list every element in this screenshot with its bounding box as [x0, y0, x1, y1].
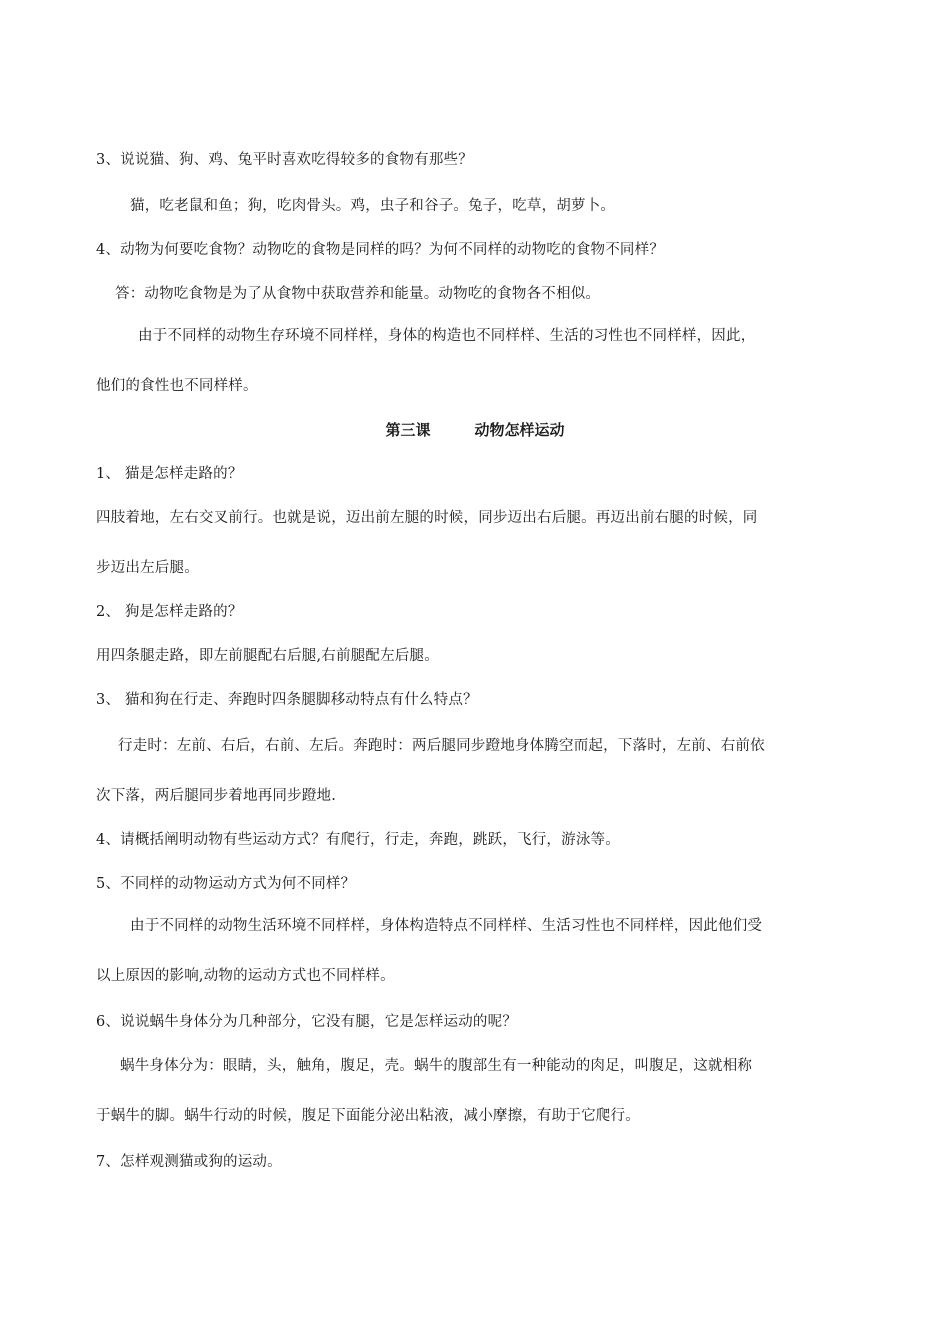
question-4-answer-2a: 由于不同样的动物生存环境不同样样，身体的构造也不同样样、生活的习性也不同样样，因此， — [138, 328, 756, 344]
question-4-title: 4、动物为何要吃食物？动物吃的食物是同样的吗？为何不同样的动物吃的食物不同样？ — [96, 242, 665, 258]
lesson-question-6-answer-b: 于蜗牛的脚。蜗牛行动的时候，腹足下面能分泌出粘液，减小摩擦，有助于它爬行。 — [96, 1108, 640, 1124]
lesson-question-6-title: 6、说说蜗牛身体分为几种部分，它没有腿，它是怎样运动的呢？ — [96, 1014, 518, 1030]
question-3-title: 3、说说猫、狗、鸡、兔平时喜欢吃得较多的食物有那些？ — [96, 152, 473, 168]
lesson-question-1-answer-b: 步迈出左后腿。 — [96, 560, 199, 576]
question-4-answer-1: 答：动物吃食物是为了从食物中获取营养和能量。动物吃的食物各不相似。 — [115, 286, 601, 302]
lesson-question-2-answer: 用四条腿走路，即左前腿配右后腿,右前腿配左后腿。 — [96, 648, 439, 664]
lesson-question-2-title: 2、 狗是怎样走路的？ — [96, 604, 243, 620]
lesson-question-1-title: 1、 猫是怎样走路的？ — [96, 466, 243, 482]
lesson-question-5-title: 5、不同样的动物运动方式为何不同样？ — [96, 876, 356, 892]
lesson-question-3-answer-a: 行走时：左前、右后，右前、左后。奔跑时：两后腿同步蹬地身体腾空而起，下落时，左前、右前依 — [118, 738, 765, 754]
lesson-question-3-answer-b: 次下落，两后腿同步着地再同步蹬地. — [96, 788, 337, 804]
question-4-answer-2b: 他们的食性也不同样样。 — [96, 378, 258, 394]
question-3-answer: 猫，吃老鼠和鱼；狗，吃肉骨头。鸡，虫子和谷子。兔子，吃草，胡萝卜。 — [130, 198, 616, 214]
lesson-heading — [0, 420, 950, 440]
lesson-question-5-answer-a: 由于不同样的动物生活环境不同样样，身体构造特点不同样样、生活习性也不同样样，因此他们受 — [130, 918, 763, 934]
lesson-question-1-answer-a: 四肢着地，左右交叉前行。也就是说，迈出前左腿的时候，同步迈出右后腿。再迈出前右腿的时候，同 — [96, 510, 758, 526]
lesson-question-3-title: 3、 猫和狗在行走、奔跑时四条腿脚移动特点有什么特点？ — [96, 692, 478, 708]
lesson-number: 第三课 — [385, 421, 431, 439]
lesson-question-6-answer-a: 蜗牛身体分为：眼睛，头，触角，腹足，壳。蜗牛的腹部生有一种能动的肉足，叫腹足，这就相称 — [120, 1058, 753, 1074]
lesson-question-5-answer-b: 以上原因的影响,动物的运动方式也不同样样。 — [96, 968, 395, 984]
lesson-title: 动物怎样运动 — [474, 421, 565, 439]
lesson-question-4-title: 4、请概括阐明动物有些运动方式？有爬行，行走，奔跑，跳跃，飞行，游泳等。 — [96, 832, 620, 848]
lesson-question-7-title: 7、怎样观测猫或狗的运动。 — [96, 1154, 282, 1170]
